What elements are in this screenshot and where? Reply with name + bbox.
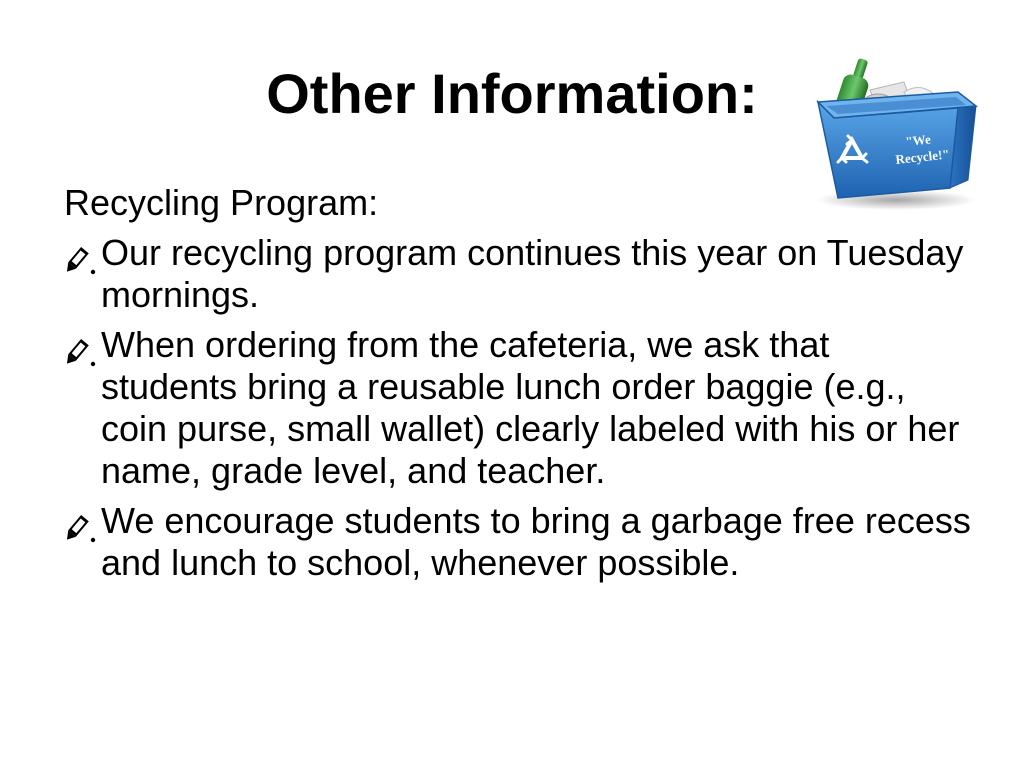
slide-content — [64, 182, 974, 592]
bullet-item — [64, 232, 974, 316]
bullet-item — [64, 500, 974, 584]
bullet-text: Our recycling program continues this year on Tuesday mornings. — [101, 232, 964, 315]
pencil-icon — [64, 335, 98, 365]
bullet-text: We encourage students to bring a garbage free recess and lunch to school, whenever possible. — [101, 500, 971, 583]
bullet-text: When ordering from the cafeteria, we ask that students bring a reusable lunch order baggie (e.g., coin purse, small wallet) clearly labeled with his or her name, grade level, and teacher. — [101, 324, 960, 491]
bin-label-line1: "We — [904, 131, 932, 149]
slide-title: Other Information: — [266, 62, 758, 125]
bullet-list — [64, 232, 974, 584]
bin-label-line2: Recycle!" — [894, 146, 951, 167]
bullet-item — [64, 324, 974, 492]
section-heading: Recycling Program: — [64, 182, 379, 223]
pencil-icon — [64, 511, 98, 541]
pencil-icon — [64, 243, 98, 273]
